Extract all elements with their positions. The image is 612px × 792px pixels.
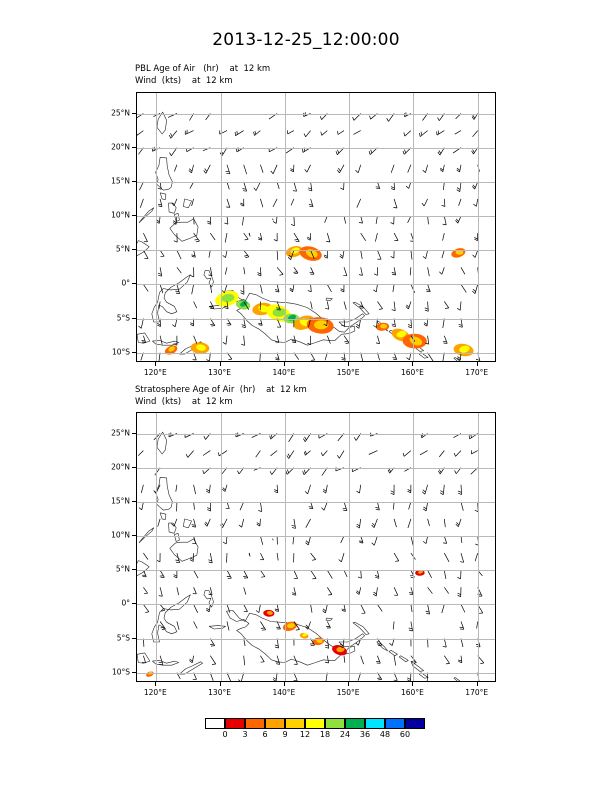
y-axis-tick (132, 535, 136, 536)
gridline-horizontal (137, 570, 495, 571)
stratosphere-panel-subtitle: Wind (kts) at 12 km (135, 397, 233, 407)
x-axis-label: 130°E (208, 368, 231, 377)
y-axis-tick (132, 283, 136, 284)
colorbar-swatch (225, 718, 245, 729)
colorbar-swatch (205, 718, 225, 729)
y-axis-label: 0° (121, 598, 130, 608)
x-axis-tick (220, 682, 221, 686)
y-axis-label: 5°S (116, 633, 130, 643)
gridline-horizontal (137, 319, 495, 320)
colorbar-tick-label: 3 (242, 730, 248, 739)
y-axis-label: 10°S (111, 347, 130, 357)
gridline-horizontal (137, 502, 495, 503)
x-axis-label: 170°E (465, 368, 489, 377)
colorbar-swatch (385, 718, 405, 729)
x-axis-tick (284, 682, 285, 686)
gridline-vertical (221, 413, 222, 681)
y-axis-label: 20°N (111, 142, 130, 152)
y-axis-label: 5°S (116, 313, 130, 323)
y-axis-label: 10°S (111, 667, 130, 677)
x-axis-label: 140°E (272, 688, 296, 697)
y-axis-tick (132, 147, 136, 148)
y-axis-tick (132, 318, 136, 319)
y-axis-tick (132, 672, 136, 673)
colorbar-swatch (245, 718, 265, 729)
colorbar-swatch (345, 718, 365, 729)
stratosphere-wind-barbs (137, 413, 496, 682)
x-axis-tick (220, 362, 221, 366)
colorbar-swatch (265, 718, 285, 729)
gridline-vertical (413, 93, 414, 361)
pbl-panel-subtitle: Wind (kts) at 12 km (135, 76, 233, 86)
colorbar-tick-label: 36 (359, 730, 371, 739)
x-axis-label: 150°E (336, 368, 360, 377)
x-axis-tick (284, 362, 285, 366)
colorbar-tick-label: 24 (339, 730, 351, 739)
gridline-vertical (349, 413, 350, 681)
x-axis-tick (412, 682, 413, 686)
y-axis-label: 15°N (111, 176, 130, 186)
pbl-wind-barbs (137, 93, 496, 362)
gridline-vertical (478, 413, 479, 681)
x-axis-tick (477, 362, 478, 366)
colorbar-swatch (325, 718, 345, 729)
y-axis-label: 25°N (111, 108, 130, 117)
gridline-horizontal (137, 604, 495, 605)
x-axis-tick (412, 362, 413, 366)
x-axis-label: 160°E (401, 368, 424, 377)
gridline-horizontal (137, 536, 495, 537)
y-axis-label: 10°N (111, 210, 130, 220)
gridline-vertical (221, 93, 222, 361)
gridline-horizontal (137, 673, 495, 674)
x-axis-label: 150°E (336, 688, 360, 697)
page-title: 2013-12-25_12:00:00 (212, 30, 400, 50)
x-axis-label: 130°E (208, 688, 231, 697)
y-axis-tick (132, 433, 136, 434)
gridline-vertical (413, 413, 414, 681)
y-axis-tick (132, 569, 136, 570)
x-axis-tick (477, 682, 478, 686)
x-axis-label: 120°E (143, 368, 167, 377)
colorbar-tick-label: 9 (282, 730, 288, 739)
colorbar-tick-label: 12 (299, 730, 311, 739)
gridline-horizontal (137, 353, 495, 354)
gridline-horizontal (137, 434, 495, 435)
colorbar-swatch (305, 718, 325, 729)
y-axis-label: 5°N (115, 564, 130, 574)
y-axis-label: 25°N (111, 428, 130, 437)
gridline-horizontal (137, 250, 495, 251)
pbl-panel-title: PBL Age of Air (hr) at 12 km (135, 64, 271, 74)
gridline-vertical (156, 93, 157, 361)
colorbar-tick-label: 18 (319, 730, 331, 739)
y-axis-tick (132, 249, 136, 250)
x-axis-tick (348, 362, 349, 366)
gridline-vertical (285, 93, 286, 361)
y-axis-label: 5°N (115, 244, 130, 254)
x-axis-tick (348, 682, 349, 686)
y-axis-label: 0° (121, 278, 130, 288)
gridline-horizontal (137, 284, 495, 285)
gridline-vertical (478, 93, 479, 361)
y-axis-tick (132, 638, 136, 639)
y-axis-tick (132, 352, 136, 353)
x-axis-tick (155, 682, 156, 686)
gridline-horizontal (137, 182, 495, 183)
colorbar-swatch (365, 718, 385, 729)
x-axis-label: 120°E (143, 688, 167, 697)
colorbar-swatch (285, 718, 305, 729)
y-axis-tick (132, 603, 136, 604)
age-of-air-colorbar (205, 718, 425, 742)
y-axis-tick (132, 181, 136, 182)
gridline-horizontal (137, 114, 495, 115)
gridline-horizontal (137, 216, 495, 217)
stratosphere-panel-title: Stratosphere Age of Air (hr) at 12 km (135, 385, 307, 395)
y-axis-tick (132, 215, 136, 216)
y-axis-label: 15°N (111, 496, 130, 506)
y-axis-tick (132, 467, 136, 468)
x-axis-label: 170°E (465, 688, 489, 697)
x-axis-tick (155, 362, 156, 366)
x-axis-label: 140°E (272, 368, 296, 377)
gridline-vertical (285, 413, 286, 681)
gridline-horizontal (137, 148, 495, 149)
y-axis-tick (132, 501, 136, 502)
colorbar-tick-label: 48 (379, 730, 391, 739)
stratosphere-plot-area[interactable] (136, 412, 496, 682)
gridline-horizontal (137, 639, 495, 640)
y-axis-tick (132, 113, 136, 114)
x-axis-label: 160°E (401, 688, 424, 697)
pbl-plot-area[interactable] (136, 92, 496, 362)
colorbar-tick-label: 6 (262, 730, 268, 739)
y-axis-label: 10°N (111, 530, 130, 540)
colorbar-swatch (405, 718, 425, 729)
colorbar-tick-label: 60 (399, 730, 411, 739)
y-axis-label: 20°N (111, 462, 130, 472)
gridline-horizontal (137, 468, 495, 469)
colorbar-tick-label: 0 (222, 730, 228, 739)
gridline-vertical (156, 413, 157, 681)
gridline-vertical (349, 93, 350, 361)
